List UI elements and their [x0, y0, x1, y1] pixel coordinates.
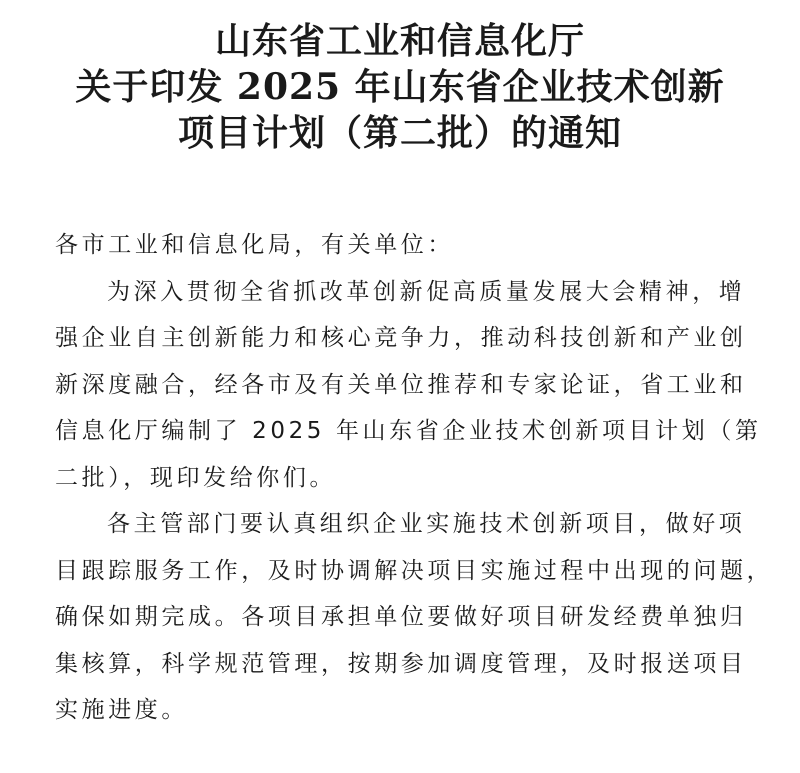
paragraph-line: 信息化厅编制了 2025 年山东省企业技术创新项目计划（第	[55, 418, 762, 444]
paragraph-2	[55, 501, 774, 734]
paragraph-line: 二批），现印发给你们。	[55, 464, 337, 491]
paragraph-line: 目跟踪服务工作，及时协调解决项目实施过程中出现的问题，	[55, 557, 774, 584]
paragraph-line: 实施进度。	[55, 697, 188, 723]
paragraph-line: 强企业自主创新能力和核心竞争力，推动科技创新和产业创	[55, 325, 747, 351]
paragraph-1	[55, 269, 767, 502]
paragraph-line: 为深入贯彻全省抓改革创新促高质量发展大会精神，增	[107, 278, 746, 305]
salutation: 各市工业和信息化局，有关单位：	[55, 232, 454, 258]
title-line-1: 山东省工业和信息化厅	[214, 20, 585, 62]
document-title	[0, 18, 800, 156]
title-line-3: 项目计划（第二批）的通知	[177, 112, 622, 154]
paragraph-line: 新深度融合，经各市及有关单位推荐和专家论证，省工业和	[55, 371, 747, 398]
title-line-2: 关于印发 2025 年山东省企业技术创新	[75, 66, 725, 108]
paragraph-line: 确保如期完成。各项目承担单位要做好项目研发经费单独归	[55, 604, 747, 630]
document-body	[55, 222, 774, 734]
paragraph-line: 各主管部门要认真组织企业实施技术创新项目，做好项	[107, 511, 746, 537]
paragraph-line: 集核算，科学规范管理，按期参加调度管理，及时报送项目	[55, 650, 747, 677]
